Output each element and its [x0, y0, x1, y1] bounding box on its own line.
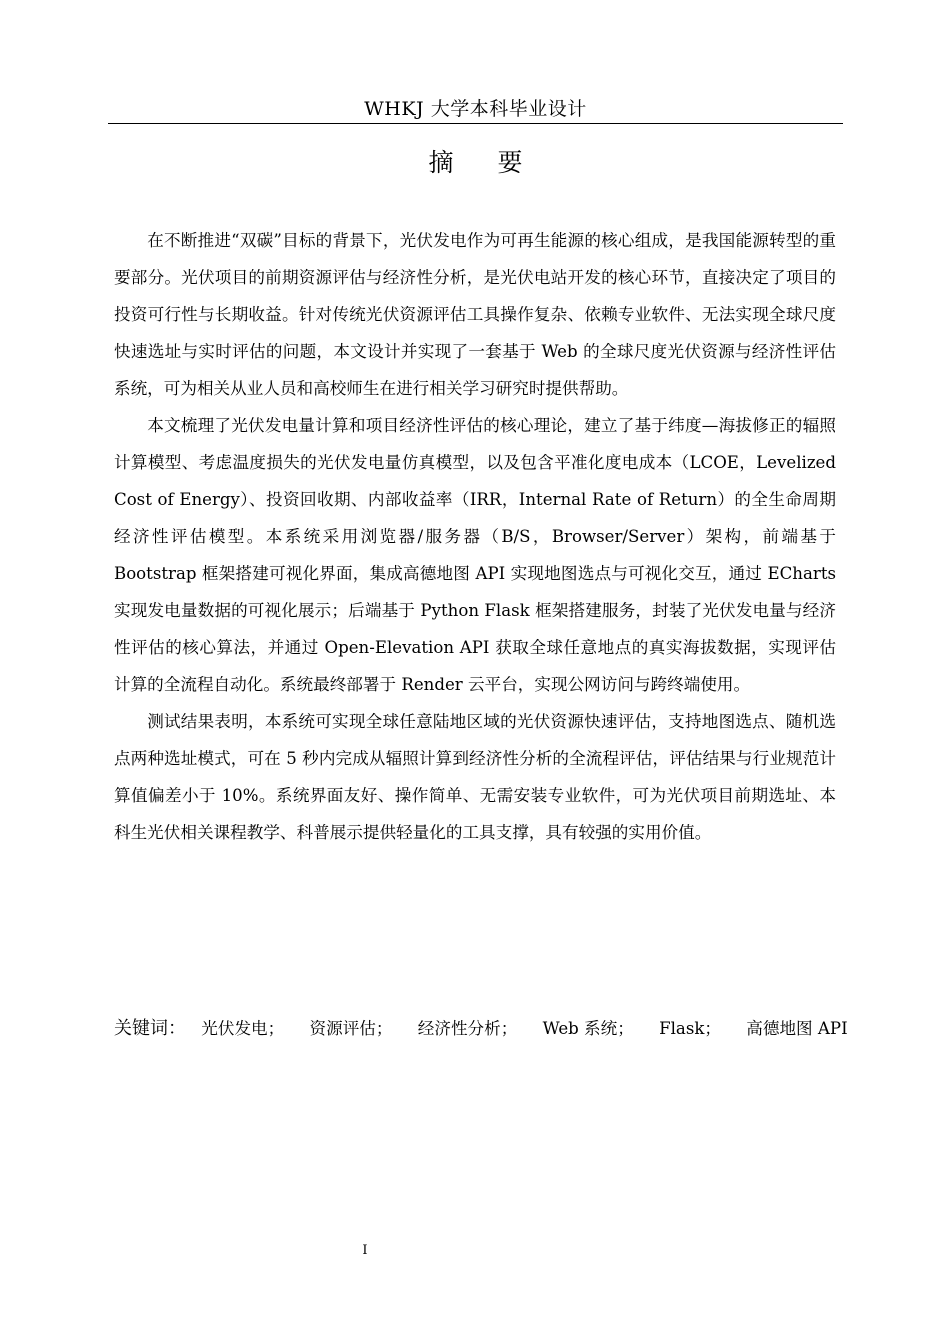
keywords-label: 关键词： — [114, 1018, 186, 1039]
paragraph-1: 在不断推进“双碳”目标的背景下，光伏发电作为可再生能源的核心组成，是我国能源转型的重要部分。光伏项目的前期资源评估与经济性分析，是光伏电站开发的核心环节，直接决定了项目的投资可行性与长期收益。针对传统光伏资源评估工具操作复杂、依赖专业软件、无法实现全球尺度快速选址与实时评估的问题，本文设计并实现了一套基于 Web 的全球尺度光伏资源与经济性评估系统，可为相关从业人员和高校师生在进行相关学习研究时提供帮助。 — [114, 231, 836, 398]
abstract-body — [114, 222, 836, 851]
keywords-list — [201, 1019, 847, 1038]
running-header: WHKJ 大学本科毕业设计 — [364, 98, 587, 120]
keyword-item: 高德地图 API — [746, 1019, 848, 1038]
keyword-item: Flask； — [659, 1019, 721, 1038]
keyword-item: Web 系统； — [542, 1019, 634, 1038]
keyword-item: 资源评估； — [309, 1019, 393, 1038]
page-number: I — [362, 1243, 368, 1258]
paragraph-3: 测试结果表明，本系统可实现全球任意陆地区域的光伏资源快速评估，支持地图选点、随机选点两种选址模式，可在 5 秒内完成从辐照计算到经济性分析的全流程评估，评估结果与行业规范计算值偏差小于 10%。系统界面友好、操作简单、无需安装专业软件，可为光伏项目前期选址、本科生光伏相关课程教学、科普展示提供轻量化的工具支撑，具有较强的实用价值。 — [114, 712, 836, 842]
abstract-title: 摘 要 — [428, 148, 541, 177]
keyword-item: 经济性分析； — [417, 1019, 518, 1038]
keywords-line — [114, 1012, 848, 1046]
paragraph-2: 本文梳理了光伏发电量计算和项目经济性评估的核心理论，建立了基于纬度—海拔修正的辐照计算模型、考虑温度损失的光伏发电量仿真模型，以及包含平准化度电成本（LCOE，Levelized Cost of Energy）、投资回收期、内部收益率（IRR，Internal Rate of Return）的全生命周期经济性评估模型。本系统采用浏览器/服务器（B/S，Browser/Server）架构，前端基于 Bootstrap 框架搭建可视化界面，集成高德地图 API 实现地图选点与可视化交互，通过 ECharts 实现发电量数据的可视化展示；后端基于 Python Flask 框架搭建服务，封装了光伏发电量与经济性评估的核心算法，并通过 Open-Elevation API 获取全球任意地点的真实海拔数据，实现评估计算的全流程自动化。系统最终部署于 Render 云平台，实现公网访问与跨终端使用。 — [114, 416, 836, 694]
keyword-item: 光伏发电； — [201, 1019, 285, 1038]
header-rule — [108, 123, 843, 124]
